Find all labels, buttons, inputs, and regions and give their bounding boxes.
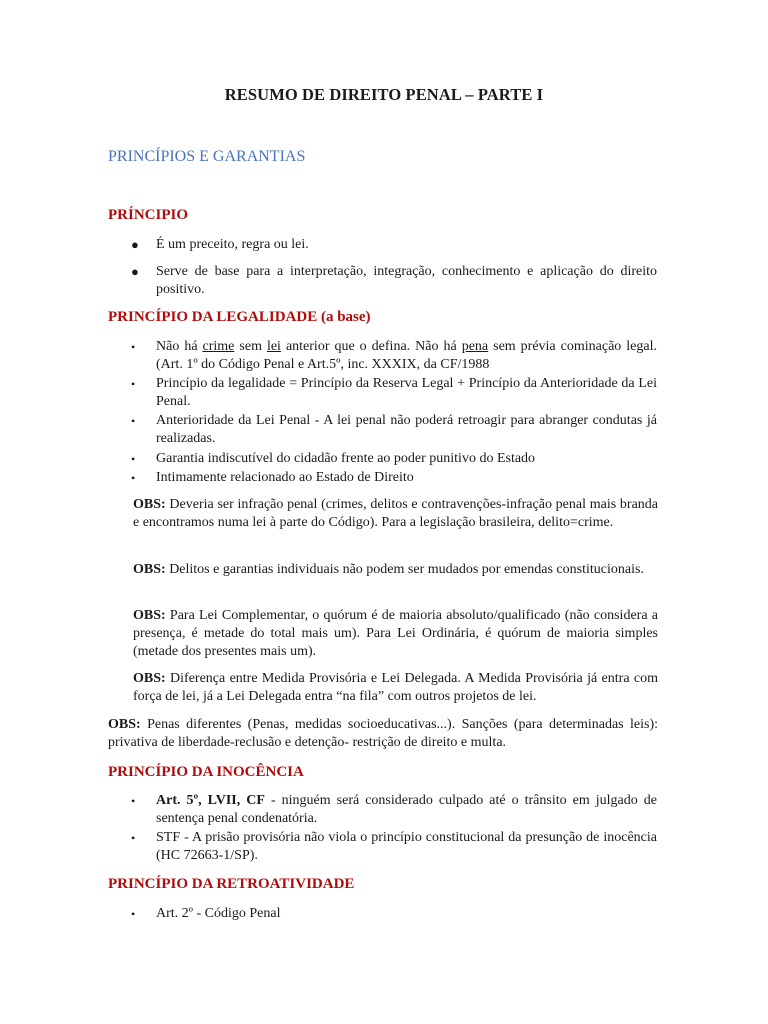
bullet: • <box>131 414 136 428</box>
list-item: Serve de base para a interpretação, integração, conhecimento e aplicação do direito positivo. <box>156 264 657 297</box>
heading-retroatividade: PRINCÍPIO DA RETROATIVIDADE <box>108 876 355 892</box>
bullet: • <box>131 471 136 485</box>
obs-label: OBS: <box>133 671 166 686</box>
list-item: Intimamente relacionado ao Estado de Direito <box>156 470 414 485</box>
list-item: Anterioridade da Lei Penal - A lei penal não poderá retroagir para abranger condutas já realizadas. <box>156 413 657 446</box>
list-item: É um preceito, regra ou lei. <box>156 237 309 252</box>
list-item: Não há crime sem lei anterior que o defina. Não há pena sem prévia cominação legal. (Art. 1º do Código Penal e Art.5º, inc. XXXIX, da CF/1988 <box>156 339 657 372</box>
obs-paragraph: OBS: Para Lei Complementar, o quórum é de maioria absoluto/qualificado (não considera a presença, é metade do total mais um). Para Lei Ordinária, é quórum de maioria simples (metade dos presentes mais um). <box>133 608 658 659</box>
obs-label: OBS: <box>133 562 166 577</box>
bullet: • <box>131 452 136 466</box>
bullet: • <box>131 831 136 845</box>
obs-paragraph: OBS: Penas diferentes (Penas, medidas socioeducativas...). Sanções (para determinadas leis): privativa de liberdade-reclusão e detenção- restrição de direito e multa. <box>108 717 658 750</box>
obs-paragraph: OBS: Deveria ser infração penal (crimes, delitos e contravenções-infração penal mais branda e encontramos numa lei à parte do Código). Para a legislação brasileira, delito=crime. <box>133 497 658 530</box>
bullet: ● <box>131 237 139 252</box>
list-item: Art. 5º, LVII, CF - ninguém será considerado culpado até o trânsito em julgado de sentença penal condenatória. <box>156 793 657 826</box>
obs-label: OBS: <box>108 717 141 732</box>
heading-inocencia: PRINCÍPIO DA INOCÊNCIA <box>108 764 304 780</box>
list-item: STF - A prisão provisória não viola o princípio constitucional da presunção de inocência (HC 72663-1/SP). <box>156 830 657 863</box>
obs-paragraph: OBS: Diferença entre Medida Provisória e Lei Delegada. A Medida Provisória já entra com força de lei, já a Lei Delegada entra “na fila” com outros projetos de lei. <box>133 671 658 704</box>
heading-principio: PRÍNCIPIO <box>108 207 189 223</box>
underlined-word: crime <box>202 339 235 354</box>
document-title: RESUMO DE DIREITO PENAL – PARTE I <box>224 85 544 104</box>
underlined-word: lei <box>266 339 281 354</box>
list-item: Princípio da legalidade = Princípio da Reserva Legal + Princípio da Anterioridade da Lei Penal. <box>156 376 657 409</box>
bullet: • <box>131 340 136 354</box>
bullet: • <box>131 377 136 391</box>
bullet: • <box>131 907 136 921</box>
obs-label: OBS: <box>133 497 166 512</box>
bullet: ● <box>131 264 139 279</box>
heading-legalidade: PRINCÍPIO DA LEGALIDADE (a base) <box>108 309 371 325</box>
obs-label: OBS: <box>133 608 166 623</box>
underlined-word: pena <box>461 339 489 354</box>
section-heading: PRINCÍPIOS E GARANTIAS <box>108 148 306 165</box>
list-item: Garantia indiscutível do cidadão frente ao poder punitivo do Estado <box>156 451 536 466</box>
obs-paragraph: OBS: Delitos e garantias individuais não podem ser mudados por emendas constitucionais. <box>133 562 644 577</box>
bullet: • <box>131 794 136 808</box>
list-item: Art. 2º - Código Penal <box>156 906 281 921</box>
